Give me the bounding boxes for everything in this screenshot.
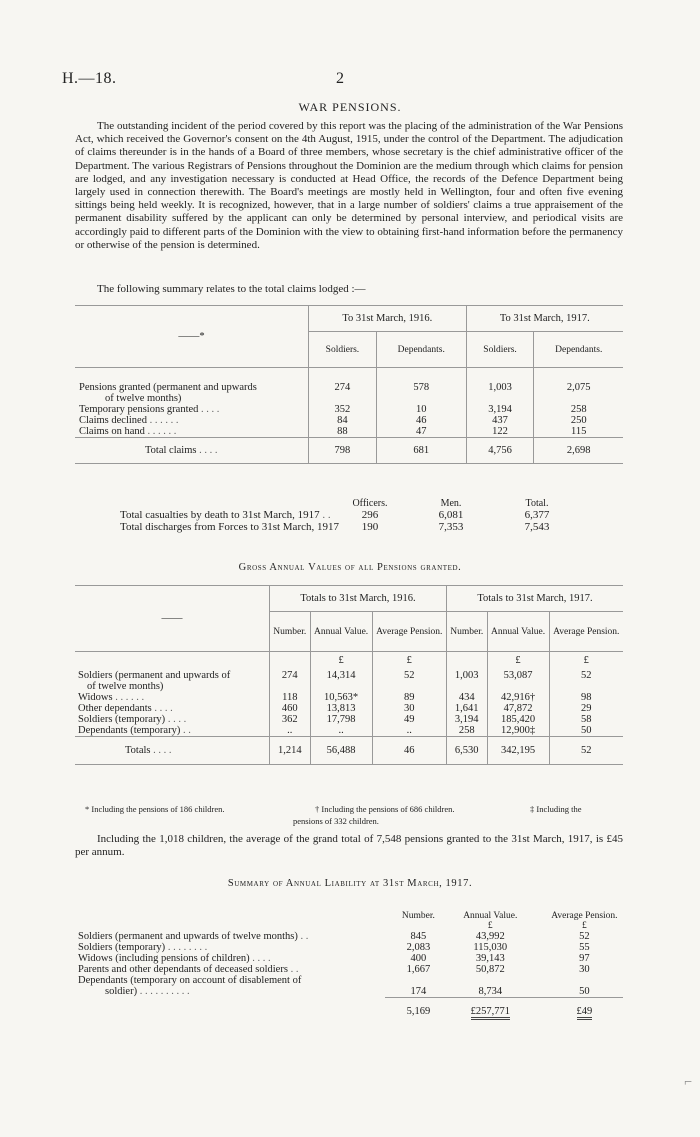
col-header: Total. xyxy=(525,498,549,509)
cell: 3,194 xyxy=(466,404,534,415)
cell: 7,353 xyxy=(438,521,464,533)
claims-col-header: Dependants. xyxy=(376,332,466,368)
cell: 437 xyxy=(466,415,534,426)
table-row xyxy=(75,426,623,438)
footnote-a: * Including the pensions of 186 children. xyxy=(85,804,225,814)
row-label: Dependants (temporary on account of disablement of xyxy=(78,975,302,986)
row-label: Totals xyxy=(125,744,151,756)
cell: 47 xyxy=(376,426,466,438)
cell: 1,003 xyxy=(466,382,534,393)
row-label: Parents and other dependants of deceased soldiers xyxy=(78,964,288,975)
cell: 42,916† xyxy=(487,692,549,703)
cell: 6,530 xyxy=(446,736,487,764)
leader-dots: . . . . xyxy=(153,744,172,756)
footnote-b: † Including the pensions of 686 children. xyxy=(315,804,455,814)
table-row xyxy=(75,692,623,703)
claims-col-header: Dependants. xyxy=(534,332,623,368)
cell: 362 xyxy=(270,714,311,725)
cell: 5,169 xyxy=(406,1005,431,1017)
claims-table xyxy=(75,305,623,465)
cell: 30 xyxy=(579,964,590,975)
intro-text: The outstanding incident of the period covered by this report was the placing of the administration of the War Pensions Act, which received the Governor's consent on the 4th August, 1915, under the control of the Department. The adjudication of claims thereunder is in the hands of a Board of three members, whose secretary is the chief administrative officer of the Department. The various Registrars of Pensions throughout the Dominion are the medium through which claims for pension are lodged, and any investigation necessary is conducted at Head Office, the records of the Defence Department being largely used in connection therewith. The Board's meetings are mostly held in Wellington, four and often five evening sittings being held weekly. It is recognized, however, that in a large number of soldiers' claims a true appraisement of the permanent disability suffered by the applicant can only be determined by personal interview, and periodical visits are accordingly paid to different parts of the Dominion with the view to obtaining first-hand information before the permanency or otherwise of the pension is determined. xyxy=(75,120,623,251)
row-label: Other dependants xyxy=(78,702,152,714)
gross-group-1916: Totals to 31st March, 1916. xyxy=(270,586,447,612)
summary-intro xyxy=(75,283,623,296)
cell: 2,698 xyxy=(534,437,623,463)
cell: 460 xyxy=(270,703,311,714)
cell: 2,083 xyxy=(406,942,431,953)
cell: 10 xyxy=(376,404,466,415)
unit: £ xyxy=(487,652,549,670)
cell: 1,214 xyxy=(270,736,311,764)
table-row xyxy=(75,703,623,714)
cell: 88 xyxy=(309,426,377,438)
cell: 52 xyxy=(579,931,590,942)
gross-corner: —— xyxy=(161,613,183,624)
leader-dots: . . . . xyxy=(167,713,187,725)
cell: 13,813 xyxy=(310,703,372,714)
gross-values-title: Gross Annual Values of all Pensions granted. xyxy=(238,562,462,573)
table-row xyxy=(75,382,623,393)
cell: 50 xyxy=(579,986,590,997)
row-label: Temporary pensions granted xyxy=(79,403,199,415)
unit xyxy=(270,652,311,670)
col-header: Number. xyxy=(270,612,311,652)
unit: £ xyxy=(310,652,372,670)
leader-dots: . . . . xyxy=(199,444,218,456)
col-header: Annual Value. xyxy=(310,612,372,652)
table-row xyxy=(75,393,623,404)
table-row xyxy=(75,975,623,986)
cell: 7,543 xyxy=(524,521,550,533)
col-header: Men. xyxy=(440,498,462,509)
cell: 14,314 xyxy=(310,670,372,681)
cell: 258 xyxy=(534,404,623,415)
unit: £ xyxy=(487,921,493,931)
liability-title: Summary of Annual Liability at 31st March, 1917. xyxy=(227,878,473,889)
cell: 258 xyxy=(446,725,487,737)
table-row xyxy=(75,415,623,426)
leader-dots: . . . . . . xyxy=(115,691,145,703)
cell: £257,771 xyxy=(471,1006,510,1020)
table-row xyxy=(75,942,623,953)
claims-col-header: Soldiers. xyxy=(309,332,377,368)
section-title: WAR PENSIONS. xyxy=(298,100,402,114)
cell: .. xyxy=(372,725,446,737)
summary-intro-text: The following summary relates to the total claims lodged :— xyxy=(97,283,366,295)
cell: 434 xyxy=(446,692,487,703)
table-row xyxy=(75,986,623,998)
cell: 115 xyxy=(534,426,623,438)
cell: 400 xyxy=(410,953,427,964)
cell: 55 xyxy=(579,942,590,953)
cell: 97 xyxy=(579,953,590,964)
cell: 122 xyxy=(466,426,534,438)
table-row xyxy=(75,670,623,681)
row-label: Soldiers (permanent and upwards of xyxy=(78,669,231,681)
row-label: Soldiers (permanent and upwards of twelve months) xyxy=(78,931,298,942)
table-row xyxy=(75,725,623,737)
cell: 12,900‡ xyxy=(487,725,549,737)
claims-col-header: Soldiers. xyxy=(466,332,534,368)
leader-dots: . . . . . . . . . . xyxy=(139,986,190,998)
table-row xyxy=(75,931,623,942)
cell: 342,195 xyxy=(487,736,549,764)
footnote-c: ‡ Including the xyxy=(530,804,582,814)
cell: 46 xyxy=(372,736,446,764)
table-row xyxy=(75,953,623,964)
row-label: Widows (including pensions of children) xyxy=(78,953,250,964)
cell: 49 xyxy=(372,714,446,725)
row-label: soldier) xyxy=(105,986,138,998)
leader-dots: . . . . xyxy=(154,702,173,714)
casualties-table xyxy=(120,498,573,533)
cell: 10,563* xyxy=(310,692,372,703)
cell: 190 xyxy=(361,521,379,533)
cell: 681 xyxy=(376,437,466,463)
row-label: Total claims xyxy=(145,444,197,456)
leader-dots: . . xyxy=(290,964,299,975)
row-label: of twelve months) xyxy=(87,680,164,692)
table-row xyxy=(120,509,573,521)
cell: 4,756 xyxy=(466,437,534,463)
cell: 29 xyxy=(549,703,623,714)
leader-dots: . . . . . . . . xyxy=(167,942,208,953)
cell: 2,075 xyxy=(534,382,623,393)
total-row xyxy=(75,736,623,764)
leader-dots: . . . . xyxy=(252,953,271,964)
cell: 17,798 xyxy=(310,714,372,725)
cell: 89 xyxy=(372,692,446,703)
leader-dots: . . xyxy=(300,931,309,942)
table-row xyxy=(75,964,623,975)
unit: £ xyxy=(582,921,587,931)
cell: 43,992 xyxy=(475,931,505,942)
gross-values-table xyxy=(75,585,623,766)
unit xyxy=(385,921,452,931)
cell: 98 xyxy=(549,692,623,703)
unit xyxy=(446,652,487,670)
cell: 798 xyxy=(309,437,377,463)
row-label: Total casualties by death to 31st March, 1917 xyxy=(120,509,320,521)
unit: £ xyxy=(372,652,446,670)
claims-group-1917: To 31st March, 1917. xyxy=(466,306,623,332)
col-header: Average Pension. xyxy=(551,911,618,921)
cell: 39,143 xyxy=(475,953,505,964)
cell: 1,003 xyxy=(446,670,487,681)
cell: 8,734 xyxy=(478,986,503,997)
cell: 56,488 xyxy=(310,736,372,764)
claims-group-1916: To 31st March, 1916. xyxy=(309,306,467,332)
table-row xyxy=(120,521,573,533)
col-header: Average Pension. xyxy=(372,612,446,652)
cell: 6,377 xyxy=(524,509,550,521)
row-label: Claims declined xyxy=(79,414,147,426)
cell: £49 xyxy=(577,1006,593,1020)
cell: 185,420 xyxy=(487,714,549,725)
unit: £ xyxy=(549,652,623,670)
average-note xyxy=(75,833,623,859)
cell: .. xyxy=(310,725,372,737)
cell: 50,872 xyxy=(475,964,505,975)
col-header: Annual Value. xyxy=(487,612,549,652)
gross-group-1917: Totals to 31st March, 1917. xyxy=(446,586,623,612)
leader-dots: . . . . . . xyxy=(147,425,177,437)
row-label: Soldiers (temporary) xyxy=(78,713,166,725)
cell: 50 xyxy=(549,725,623,737)
row-label: Total discharges from Forces to 31st March, 1917 xyxy=(120,521,339,533)
cell: 52 xyxy=(549,736,623,764)
row-label: Dependants (temporary) xyxy=(78,724,181,736)
col-header: Average Pension. xyxy=(549,612,623,652)
cell: 296 xyxy=(361,509,379,521)
row-label: Widows xyxy=(78,691,113,703)
row-label: Pensions granted (permanent and upwards xyxy=(79,381,257,393)
cell: 174 xyxy=(410,986,427,997)
cell: 115,030 xyxy=(473,942,508,953)
cell: 578 xyxy=(376,382,466,393)
claims-corner: ——* xyxy=(178,331,205,342)
cell: 58 xyxy=(549,714,623,725)
cell: .. xyxy=(270,725,311,737)
cell: 47,872 xyxy=(487,703,549,714)
row-label: of twelve months) xyxy=(105,392,182,404)
cell: 53,087 xyxy=(487,670,549,681)
table-row xyxy=(75,404,623,415)
cell: 52 xyxy=(372,670,446,681)
cell: 30 xyxy=(372,703,446,714)
col-header: Annual Value. xyxy=(463,911,518,921)
report-reference: H.—18. xyxy=(62,70,117,87)
leader-dots: . . . . . . xyxy=(149,414,179,426)
total-row xyxy=(75,1006,623,1017)
cell: 352 xyxy=(309,404,377,415)
margin-mark: ⌐ xyxy=(684,1075,692,1090)
leader-dots: . . . . xyxy=(201,403,220,415)
footnote-b-cont: pensions of 332 children. xyxy=(293,816,379,826)
col-header: Number. xyxy=(446,612,487,652)
average-note-text: Including the 1,018 children, the average of the grand total of 7,548 pensions granted to the 31st March, 1917, is £45 per annum. xyxy=(75,833,623,859)
intro-paragraph xyxy=(75,120,623,252)
cell: 1,667 xyxy=(406,964,431,975)
cell: 118 xyxy=(270,692,311,703)
cell: 84 xyxy=(309,415,377,426)
page-number: 2 xyxy=(336,70,344,87)
total-row xyxy=(75,437,623,463)
row-label: Soldiers (temporary) xyxy=(78,942,166,953)
cell: 1,641 xyxy=(446,703,487,714)
cell: 274 xyxy=(270,670,311,681)
cell: 6,081 xyxy=(438,509,464,521)
cell: 250 xyxy=(534,415,623,426)
leader-dots: . . xyxy=(322,509,331,521)
col-header: Officers. xyxy=(352,498,388,509)
cell: 274 xyxy=(309,382,377,393)
cell: 3,194 xyxy=(446,714,487,725)
cell: 52 xyxy=(549,670,623,681)
cell: 46 xyxy=(376,415,466,426)
table-row xyxy=(75,714,623,725)
row-label: Claims on hand xyxy=(79,425,145,437)
cell: 845 xyxy=(410,931,427,942)
leader-dots: . . xyxy=(182,724,191,736)
liability-table xyxy=(75,895,623,1017)
col-header: Number. xyxy=(401,911,435,921)
